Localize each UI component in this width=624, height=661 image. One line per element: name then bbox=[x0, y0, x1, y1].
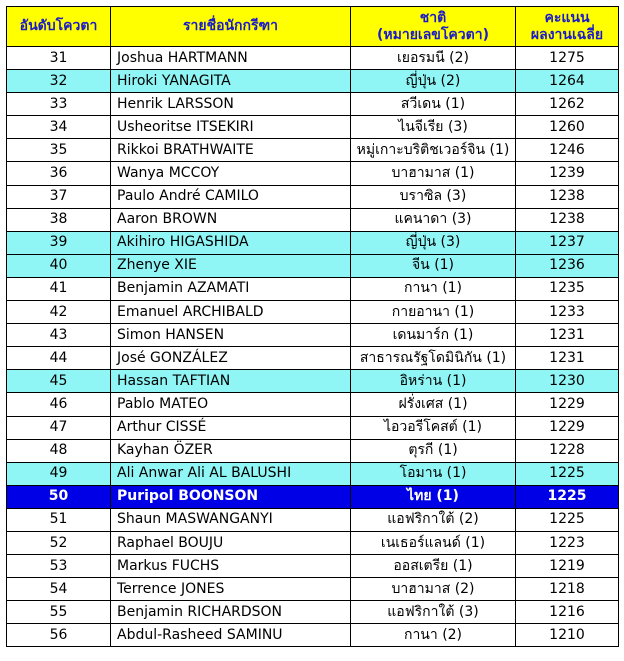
rank-cell: 53 bbox=[7, 555, 111, 578]
points-cell: 1262 bbox=[516, 93, 619, 116]
table-row bbox=[7, 208, 619, 231]
points-cell: 1246 bbox=[516, 139, 619, 162]
athlete-name-cell: Aaron BROWN bbox=[111, 208, 351, 231]
nation-quota-cell: จีน (1) bbox=[351, 254, 516, 277]
table-row bbox=[7, 624, 619, 647]
athlete-name-cell: Puripol BOONSON bbox=[111, 485, 351, 508]
athlete-name-cell: Ali Anwar Ali AL BALUSHI bbox=[111, 462, 351, 485]
nation-quota-cell: ฝรั่งเศส (1) bbox=[351, 393, 516, 416]
rank-cell: 49 bbox=[7, 462, 111, 485]
athlete-name-cell: Hassan TAFTIAN bbox=[111, 370, 351, 393]
rank-cell: 46 bbox=[7, 393, 111, 416]
rank-cell: 45 bbox=[7, 370, 111, 393]
rank-cell: 40 bbox=[7, 254, 111, 277]
table-row bbox=[7, 601, 619, 624]
athlete-name-cell: Kayhan ÖZER bbox=[111, 439, 351, 462]
quota-ranking-table bbox=[6, 6, 619, 647]
table-row bbox=[7, 47, 619, 70]
header-name: รายชื่อนักกรีฑา bbox=[111, 7, 351, 47]
table-row bbox=[7, 70, 619, 93]
rank-cell: 55 bbox=[7, 601, 111, 624]
points-cell: 1233 bbox=[516, 301, 619, 324]
points-cell: 1275 bbox=[516, 47, 619, 70]
table-row bbox=[7, 93, 619, 116]
points-cell: 1225 bbox=[516, 508, 619, 531]
table-row bbox=[7, 393, 619, 416]
table-row bbox=[7, 531, 619, 554]
rank-cell: 48 bbox=[7, 439, 111, 462]
points-cell: 1225 bbox=[516, 485, 619, 508]
rank-cell: 41 bbox=[7, 277, 111, 300]
athlete-name-cell: Rikkoi BRATHWAITE bbox=[111, 139, 351, 162]
nation-quota-cell: เดนมาร์ก (1) bbox=[351, 324, 516, 347]
table-row-highlighted-self bbox=[7, 485, 619, 508]
athlete-name-cell: Benjamin RICHARDSON bbox=[111, 601, 351, 624]
table-body bbox=[7, 47, 619, 647]
nation-quota-cell: บราซิล (3) bbox=[351, 185, 516, 208]
header-nation-line2: (หมายเลขโควตา) bbox=[377, 26, 489, 43]
athlete-name-cell: Terrence JONES bbox=[111, 578, 351, 601]
athlete-name-cell: Paulo André CAMILO bbox=[111, 185, 351, 208]
nation-quota-cell: กานา (2) bbox=[351, 624, 516, 647]
nation-quota-cell: อิหร่าน (1) bbox=[351, 370, 516, 393]
points-cell: 1239 bbox=[516, 162, 619, 185]
header-points-line1: คะแนน bbox=[544, 9, 590, 26]
athlete-name-cell: Joshua HARTMANN bbox=[111, 47, 351, 70]
athlete-name-cell: Simon HANSEN bbox=[111, 324, 351, 347]
athlete-name-cell: Shaun MASWANGANYI bbox=[111, 508, 351, 531]
points-cell: 1231 bbox=[516, 347, 619, 370]
points-cell: 1236 bbox=[516, 254, 619, 277]
athlete-name-cell: José GONZÁLEZ bbox=[111, 347, 351, 370]
rank-cell: 37 bbox=[7, 185, 111, 208]
points-cell: 1216 bbox=[516, 601, 619, 624]
table-row bbox=[7, 301, 619, 324]
table-row bbox=[7, 555, 619, 578]
points-cell: 1229 bbox=[516, 393, 619, 416]
rank-cell: 42 bbox=[7, 301, 111, 324]
nation-quota-cell: ไทย (1) bbox=[351, 485, 516, 508]
points-cell: 1229 bbox=[516, 416, 619, 439]
table-row bbox=[7, 162, 619, 185]
rank-cell: 38 bbox=[7, 208, 111, 231]
rank-cell: 43 bbox=[7, 324, 111, 347]
athlete-name-cell: Wanya MCCOY bbox=[111, 162, 351, 185]
points-cell: 1223 bbox=[516, 531, 619, 554]
table-row bbox=[7, 578, 619, 601]
points-cell: 1230 bbox=[516, 370, 619, 393]
table-row bbox=[7, 185, 619, 208]
athlete-name-cell: Abdul-Rasheed SAMINU bbox=[111, 624, 351, 647]
nation-quota-cell: ตุรกี (1) bbox=[351, 439, 516, 462]
nation-quota-cell: บาฮามาส (1) bbox=[351, 162, 516, 185]
nation-quota-cell: ออสเตรีย (1) bbox=[351, 555, 516, 578]
table-row bbox=[7, 508, 619, 531]
nation-quota-cell: บาฮามาส (2) bbox=[351, 578, 516, 601]
rank-cell: 35 bbox=[7, 139, 111, 162]
nation-quota-cell: แอฟริกาใต้ (3) bbox=[351, 601, 516, 624]
header-points-line2: ผลงานเฉลี่ย bbox=[530, 26, 604, 43]
athlete-name-cell: Raphael BOUJU bbox=[111, 531, 351, 554]
athlete-name-cell: Hiroki YANAGITA bbox=[111, 70, 351, 93]
table-row bbox=[7, 277, 619, 300]
table-row bbox=[7, 254, 619, 277]
rank-cell: 39 bbox=[7, 231, 111, 254]
rank-cell: 52 bbox=[7, 531, 111, 554]
table-header bbox=[7, 7, 619, 47]
points-cell: 1231 bbox=[516, 324, 619, 347]
rank-cell: 51 bbox=[7, 508, 111, 531]
points-cell: 1225 bbox=[516, 462, 619, 485]
points-cell: 1238 bbox=[516, 208, 619, 231]
nation-quota-cell: ไอวอรีโคสต์ (1) bbox=[351, 416, 516, 439]
rank-cell: 32 bbox=[7, 70, 111, 93]
table-row bbox=[7, 347, 619, 370]
nation-quota-cell: เนเธอร์แลนด์ (1) bbox=[351, 531, 516, 554]
nation-quota-cell: ญี่ปุ่น (3) bbox=[351, 231, 516, 254]
nation-quota-cell: หมู่เกาะบริติชเวอร์จิน (1) bbox=[351, 139, 516, 162]
rank-cell: 36 bbox=[7, 162, 111, 185]
table-row bbox=[7, 116, 619, 139]
ranking-table-container bbox=[6, 6, 619, 647]
nation-quota-cell: ไนจีเรีย (3) bbox=[351, 116, 516, 139]
rank-cell: 33 bbox=[7, 93, 111, 116]
athlete-name-cell: Henrik LARSSON bbox=[111, 93, 351, 116]
table-row bbox=[7, 416, 619, 439]
athlete-name-cell: Pablo MATEO bbox=[111, 393, 351, 416]
points-cell: 1238 bbox=[516, 185, 619, 208]
nation-quota-cell: กายอานา (1) bbox=[351, 301, 516, 324]
athlete-name-cell: Zhenye XIE bbox=[111, 254, 351, 277]
points-cell: 1264 bbox=[516, 70, 619, 93]
header-points bbox=[516, 7, 619, 47]
table-row bbox=[7, 324, 619, 347]
table-row bbox=[7, 439, 619, 462]
header-rank: อันดับโควตา bbox=[7, 7, 111, 47]
rank-cell: 44 bbox=[7, 347, 111, 370]
athlete-name-cell: Akihiro HIGASHIDA bbox=[111, 231, 351, 254]
points-cell: 1237 bbox=[516, 231, 619, 254]
table-row bbox=[7, 370, 619, 393]
athlete-name-cell: Emanuel ARCHIBALD bbox=[111, 301, 351, 324]
points-cell: 1235 bbox=[516, 277, 619, 300]
header-nation bbox=[351, 7, 516, 47]
rank-cell: 54 bbox=[7, 578, 111, 601]
nation-quota-cell: สาธารณรัฐโดมินิกัน (1) bbox=[351, 347, 516, 370]
points-cell: 1228 bbox=[516, 439, 619, 462]
nation-quota-cell: โอมาน (1) bbox=[351, 462, 516, 485]
nation-quota-cell: ญี่ปุ่น (2) bbox=[351, 70, 516, 93]
nation-quota-cell: แคนาดา (3) bbox=[351, 208, 516, 231]
nation-quota-cell: แอฟริกาใต้ (2) bbox=[351, 508, 516, 531]
table-row bbox=[7, 139, 619, 162]
rank-cell: 56 bbox=[7, 624, 111, 647]
header-nation-line1: ชาติ bbox=[419, 9, 447, 26]
table-row bbox=[7, 462, 619, 485]
athlete-name-cell: Markus FUCHS bbox=[111, 555, 351, 578]
rank-cell: 34 bbox=[7, 116, 111, 139]
athlete-name-cell: Benjamin AZAMATI bbox=[111, 277, 351, 300]
points-cell: 1210 bbox=[516, 624, 619, 647]
points-cell: 1260 bbox=[516, 116, 619, 139]
nation-quota-cell: กานา (1) bbox=[351, 277, 516, 300]
athlete-name-cell: Arthur CISSÉ bbox=[111, 416, 351, 439]
rank-cell: 47 bbox=[7, 416, 111, 439]
header-row bbox=[7, 7, 619, 47]
rank-cell: 31 bbox=[7, 47, 111, 70]
rank-cell: 50 bbox=[7, 485, 111, 508]
points-cell: 1219 bbox=[516, 555, 619, 578]
nation-quota-cell: เยอรมนี (2) bbox=[351, 47, 516, 70]
table-row bbox=[7, 231, 619, 254]
nation-quota-cell: สวีเดน (1) bbox=[351, 93, 516, 116]
points-cell: 1218 bbox=[516, 578, 619, 601]
athlete-name-cell: Usheoritse ITSEKIRI bbox=[111, 116, 351, 139]
